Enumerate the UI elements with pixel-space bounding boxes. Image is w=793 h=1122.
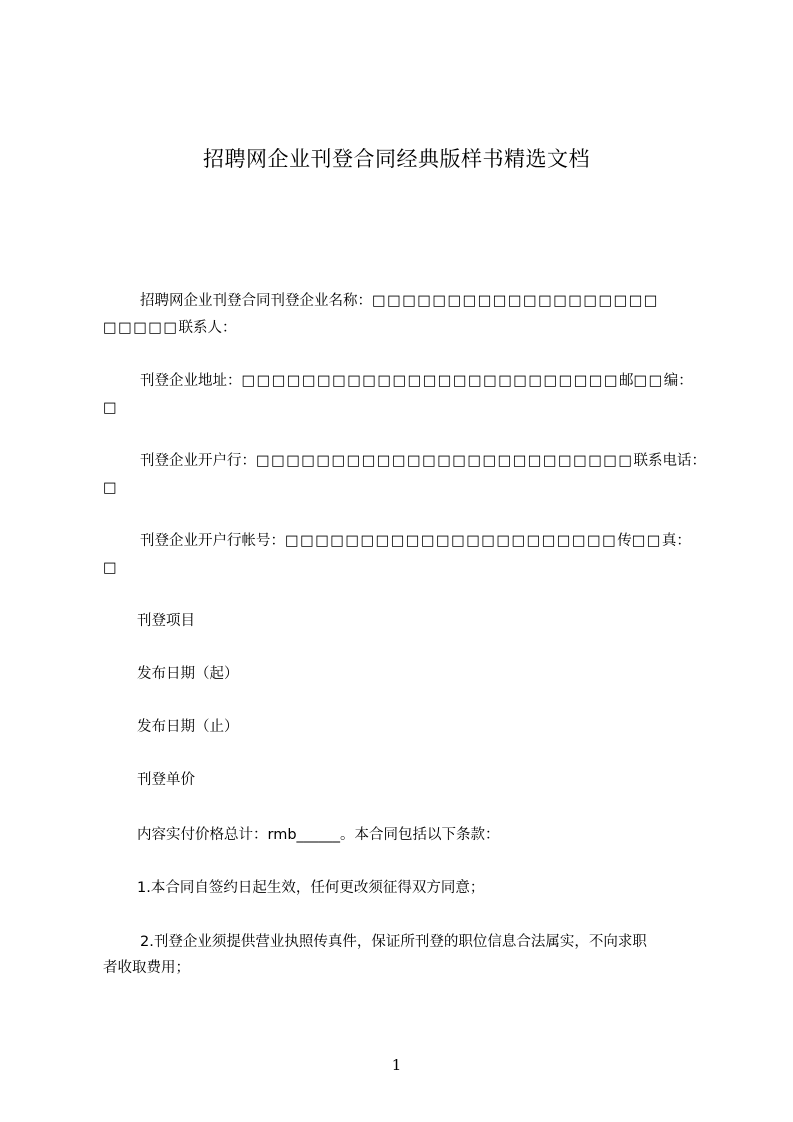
postcode-label-part2: 编： (663, 373, 693, 389)
company-name-line-2 (103, 319, 237, 337)
clause-2-line-2: 者收取费用； (103, 960, 190, 976)
company-name-boxes: □□□□□□□□□□□□□□□□□□□ (372, 293, 659, 309)
contact-phone-label: 联系电话： (633, 453, 706, 469)
account-line (140, 532, 691, 550)
company-address-boxes: □□□□□□□□□□□□□□□□□□□□□□□□□ (241, 373, 619, 389)
fax-box: □ (103, 560, 117, 576)
fax-label-part2: 真： (661, 533, 691, 549)
company-name-label: 招聘网企业刊登合同刊登企业名称： (140, 293, 372, 309)
company-address-line (140, 372, 693, 390)
item-publish-project: 刊登项目 (137, 613, 195, 629)
bank-line (140, 452, 706, 470)
company-address-label: 刊登企业地址： (140, 373, 242, 389)
bank-boxes: □□□□□□□□□□□□□□□□□□□□□□□□□ (256, 453, 634, 469)
company-name-boxes-continued: □□□□□ (103, 320, 179, 336)
fax-label-part1: 传 (617, 533, 632, 549)
clause-1: 1.本合同自签约日起生效，任何更改须征得双方同意； (137, 880, 485, 896)
page-number: 1 (391, 1056, 402, 1074)
postcode-box: □ (103, 400, 117, 416)
bank-line-2 (103, 479, 117, 497)
account-line-2 (103, 559, 117, 577)
clause-2-line-1: 2.刊登企业须提供营业执照传真件，保证所刊登的职位信息合法属实，不向求职 (140, 934, 647, 950)
contact-phone-box: □ (103, 480, 117, 496)
bank-label: 刊登企业开户行： (140, 453, 256, 469)
item-publish-date-end: 发布日期（止） (137, 719, 239, 735)
document-title: 招聘网企业刊登合同经典版样书精选文档 (203, 147, 590, 171)
company-name-line (140, 292, 659, 310)
item-publish-date-start: 发布日期（起） (137, 666, 239, 682)
total-price-line: 内容实付价格总计：rmb______。本合同包括以下条款： (137, 827, 500, 843)
contact-person-label: 联系人： (178, 320, 237, 336)
fax-label-boxes: □□ (631, 533, 662, 549)
item-unit-price: 刊登单价 (137, 772, 195, 788)
postcode-label-part1: 邮 (619, 373, 634, 389)
account-label: 刊登企业开户行帐号： (140, 533, 285, 549)
company-address-line-2 (103, 399, 117, 417)
account-boxes: □□□□□□□□□□□□□□□□□□□□□□ (285, 533, 618, 549)
postcode-label-boxes: □□ (633, 373, 664, 389)
